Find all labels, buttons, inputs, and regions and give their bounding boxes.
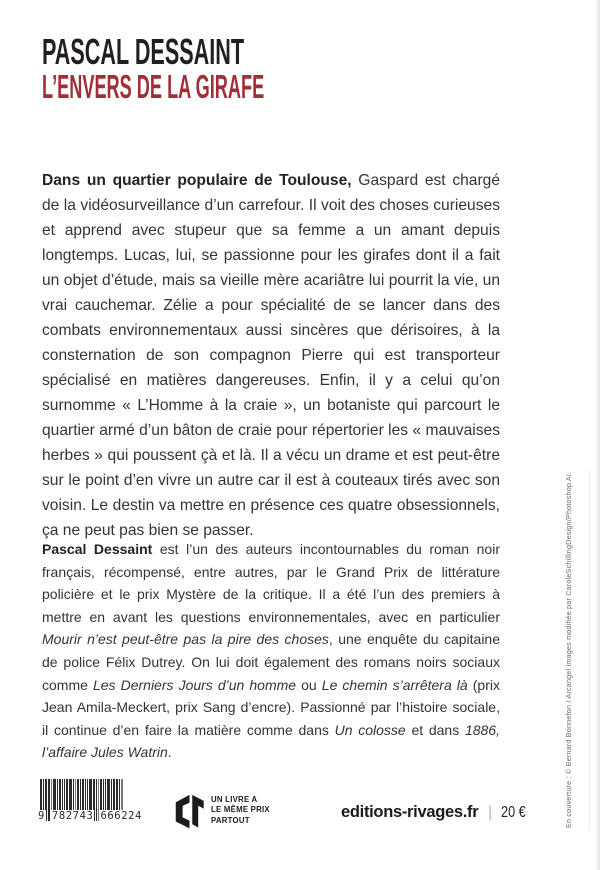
barcode [38,779,142,822]
bio-segment: est l’un des auteurs incontournables du roman noir français, récompensé, entre autres, par le Grand Prix de littérature policière et le prix Mystère de la critique. Il a été l’un des premiers à mettre en avant les questions environnementales, avec en particulier [42,541,500,625]
price-value: 20 € [500,803,526,821]
bio-segment: 1886, l’affaire Jules Watrin [42,721,500,761]
page-edge [596,0,600,870]
bio-segment: ou [296,676,322,693]
barcode-digits [37,810,143,823]
synopsis-paragraph [42,168,500,543]
open-book-icon [173,792,206,829]
publisher-site: editions-rivages.fr [341,803,479,821]
isbn-digit-group: 782743 [51,810,94,822]
synopsis-text: Gaspard est chargé de la vidéosurveillance d’un carrefour. Il voit des choses curieuses et apprend avec stupeur que sa femme a un amant depuis longtemps. Lucas, lui, se passionne pour les girafes dont il a fait un objet d’étude, mais sa vieille mère acariâtre lui pourrit la vie, un vrai cauchemar. Zélie a pour spécialité de se lancer dans des combats environnementaux aussi sincères que dérisoires, à la consternation de son compagnon Pierre qui est transporteur spécialisé en matières dangereuses. Enfin, il y a celui qu’on surnomme « L’Homme à la craie », un botaniste qui parcourt le quartier armé d’un bâton de craie pour répertorier les « mauvaises herbes » qui poussent çà et là. Il a vécu un drame et est peut-être sur le point d’en vivre un autre car il est à couteaux tirés avec son voisin. Le destin va mettre en présence ces quatre obsessionnels, ça ne peut pas bien se passer. [42,171,500,539]
author-name: PASCAL DESSAINT [42,31,245,72]
bio-segment: Mourir n’est peut-être pas la pire des choses [42,631,329,648]
price-logo-line: LE MÊME PRIX [211,805,270,815]
bio-paragraph [42,538,500,764]
bio-segment: Un colosse [334,721,406,738]
book-title: L’ENVERS DE LA GIRAFE [42,68,265,105]
price-logo-text [211,795,270,826]
bio-segment: , une enquête du capitaine de police Félix Dutrey. On lui doit également des romans noirs sociaux comme [42,631,500,693]
bio-segment: Les Derniers Jours d’un homme [92,676,297,693]
cover-credit: En couverture : © Bernard Bonnefon / Arcangel images modifiée par CaroleSchillingDesign/Photoshop AI. [564,471,573,828]
bio-segment: Le chemin s’arrêtera là [321,676,468,693]
price-logo-line: UN LIVRE A [211,795,258,804]
synopsis-lead: Dans un quartier populaire de Toulouse, [42,171,352,189]
bio-segment: et dans [405,721,465,738]
bio-segment: (prix Jean Amila-Meckert, prix Sang d’encre). Passionné par l’histoire sociale, il continue d’en faire la matière comme dans [42,676,500,738]
isbn-digit-group: 666224 [100,810,142,822]
bio-segment: Pascal Dessaint [42,541,153,557]
price-logo-line: PARTOUT [211,815,250,825]
publisher-row [341,803,531,822]
price-separator: | [488,803,492,821]
crease-line [589,470,590,830]
single-price-logo [173,792,270,829]
bio-segment: . [167,744,172,761]
isbn-digit-group: 9 [38,810,45,822]
